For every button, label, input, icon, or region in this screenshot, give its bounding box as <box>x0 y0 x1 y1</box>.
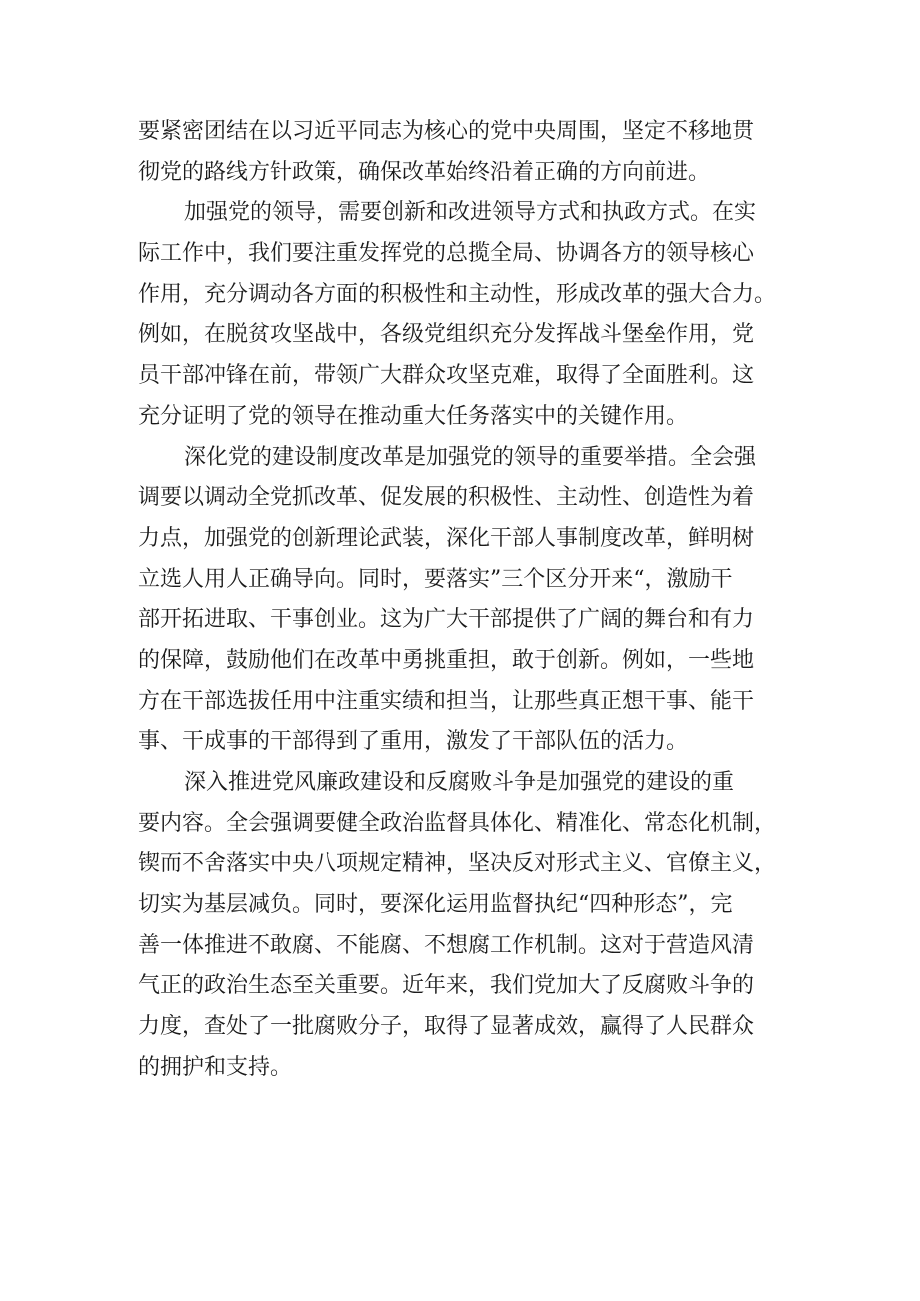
text-line: 要紧密团结在以习近平同志为核心的党中央周围，坚定不移地贯 <box>138 119 755 144</box>
text-line: 方在干部选拔任用中注重实绩和担当，让那些真正想干事、能干 <box>138 688 755 714</box>
text-line: 气正的政治生态至关重要。近年来，我们党加大了反腐败斗争的 <box>138 973 755 999</box>
text-line: 例如，在脱贫攻坚战中，各级党组织充分发挥战斗堡垒作用，党 <box>138 322 755 348</box>
text-line: 充分证明了党的领导在推动重大任务落实中的关键作用。 <box>138 403 689 429</box>
paragraph-1 <box>138 112 786 193</box>
text-line: 锲而不舍落实中央八项规定精神，坚决反对形式主义、官僚主义， <box>138 851 777 877</box>
text-line: 的拥护和支持。 <box>138 1054 293 1080</box>
paragraph-4 <box>138 763 786 1089</box>
paragraph-2 <box>138 193 786 437</box>
text-line: 加强党的领导，需要创新和改进领导方式和执政方式。在实 <box>184 200 757 226</box>
text-line: 部开拓进取、干事创业。这为广大干部提供了广阔的舞台和有力 <box>138 607 755 633</box>
text-line: 力度，查处了一批腐败分子，取得了显著成效，赢得了人民群众 <box>138 1014 755 1040</box>
text-line: 切实为基层减负。同时，要深化运用监督执纪“四种形态”，完 <box>138 892 733 918</box>
text-line: 善一体推进不敢腐、不能腐、不想腐工作机制。这对于营造风清 <box>138 932 755 958</box>
text-line: 际工作中，我们要注重发挥党的总揽全局、协调各方的领导核心 <box>138 241 755 267</box>
text-line: 事、干成事的干部得到了重用，激发了干部队伍的活力。 <box>138 729 689 755</box>
text-line: 立选人用人正确导向。同时，要落实”三个区分开来“，激励干 <box>138 566 733 592</box>
text-line: 深化党的建设制度改革是加强党的领导的重要举措。全会强 <box>184 444 757 470</box>
paragraph-3 <box>138 438 786 764</box>
text-line: 作用，充分调动各方面的积极性和主动性，形成改革的强大合力。 <box>138 281 777 307</box>
document-body <box>138 112 786 1089</box>
text-line: 力点，加强党的创新理论武装，深化干部人事制度改革，鲜明树 <box>138 525 755 551</box>
text-line: 深入推进党风廉政建设和反腐败斗争是加强党的建设的重 <box>184 770 735 795</box>
text-line: 彻党的路线方针政策，确保改革始终沿着正确的方向前进。 <box>138 159 711 185</box>
text-line: 调要以调动全党抓改革、促发展的积极性、主动性、创造性为着 <box>138 485 755 511</box>
text-line: 要内容。全会强调要健全政治监督具体化、精准化、常态化机制， <box>138 810 777 836</box>
text-line: 员干部冲锋在前，带领广大群众攻坚克难，取得了全面胜利。这 <box>138 363 755 389</box>
text-line: 的保障，鼓励他们在改革中勇挑重担，敢于创新。例如，一些地 <box>138 647 755 673</box>
